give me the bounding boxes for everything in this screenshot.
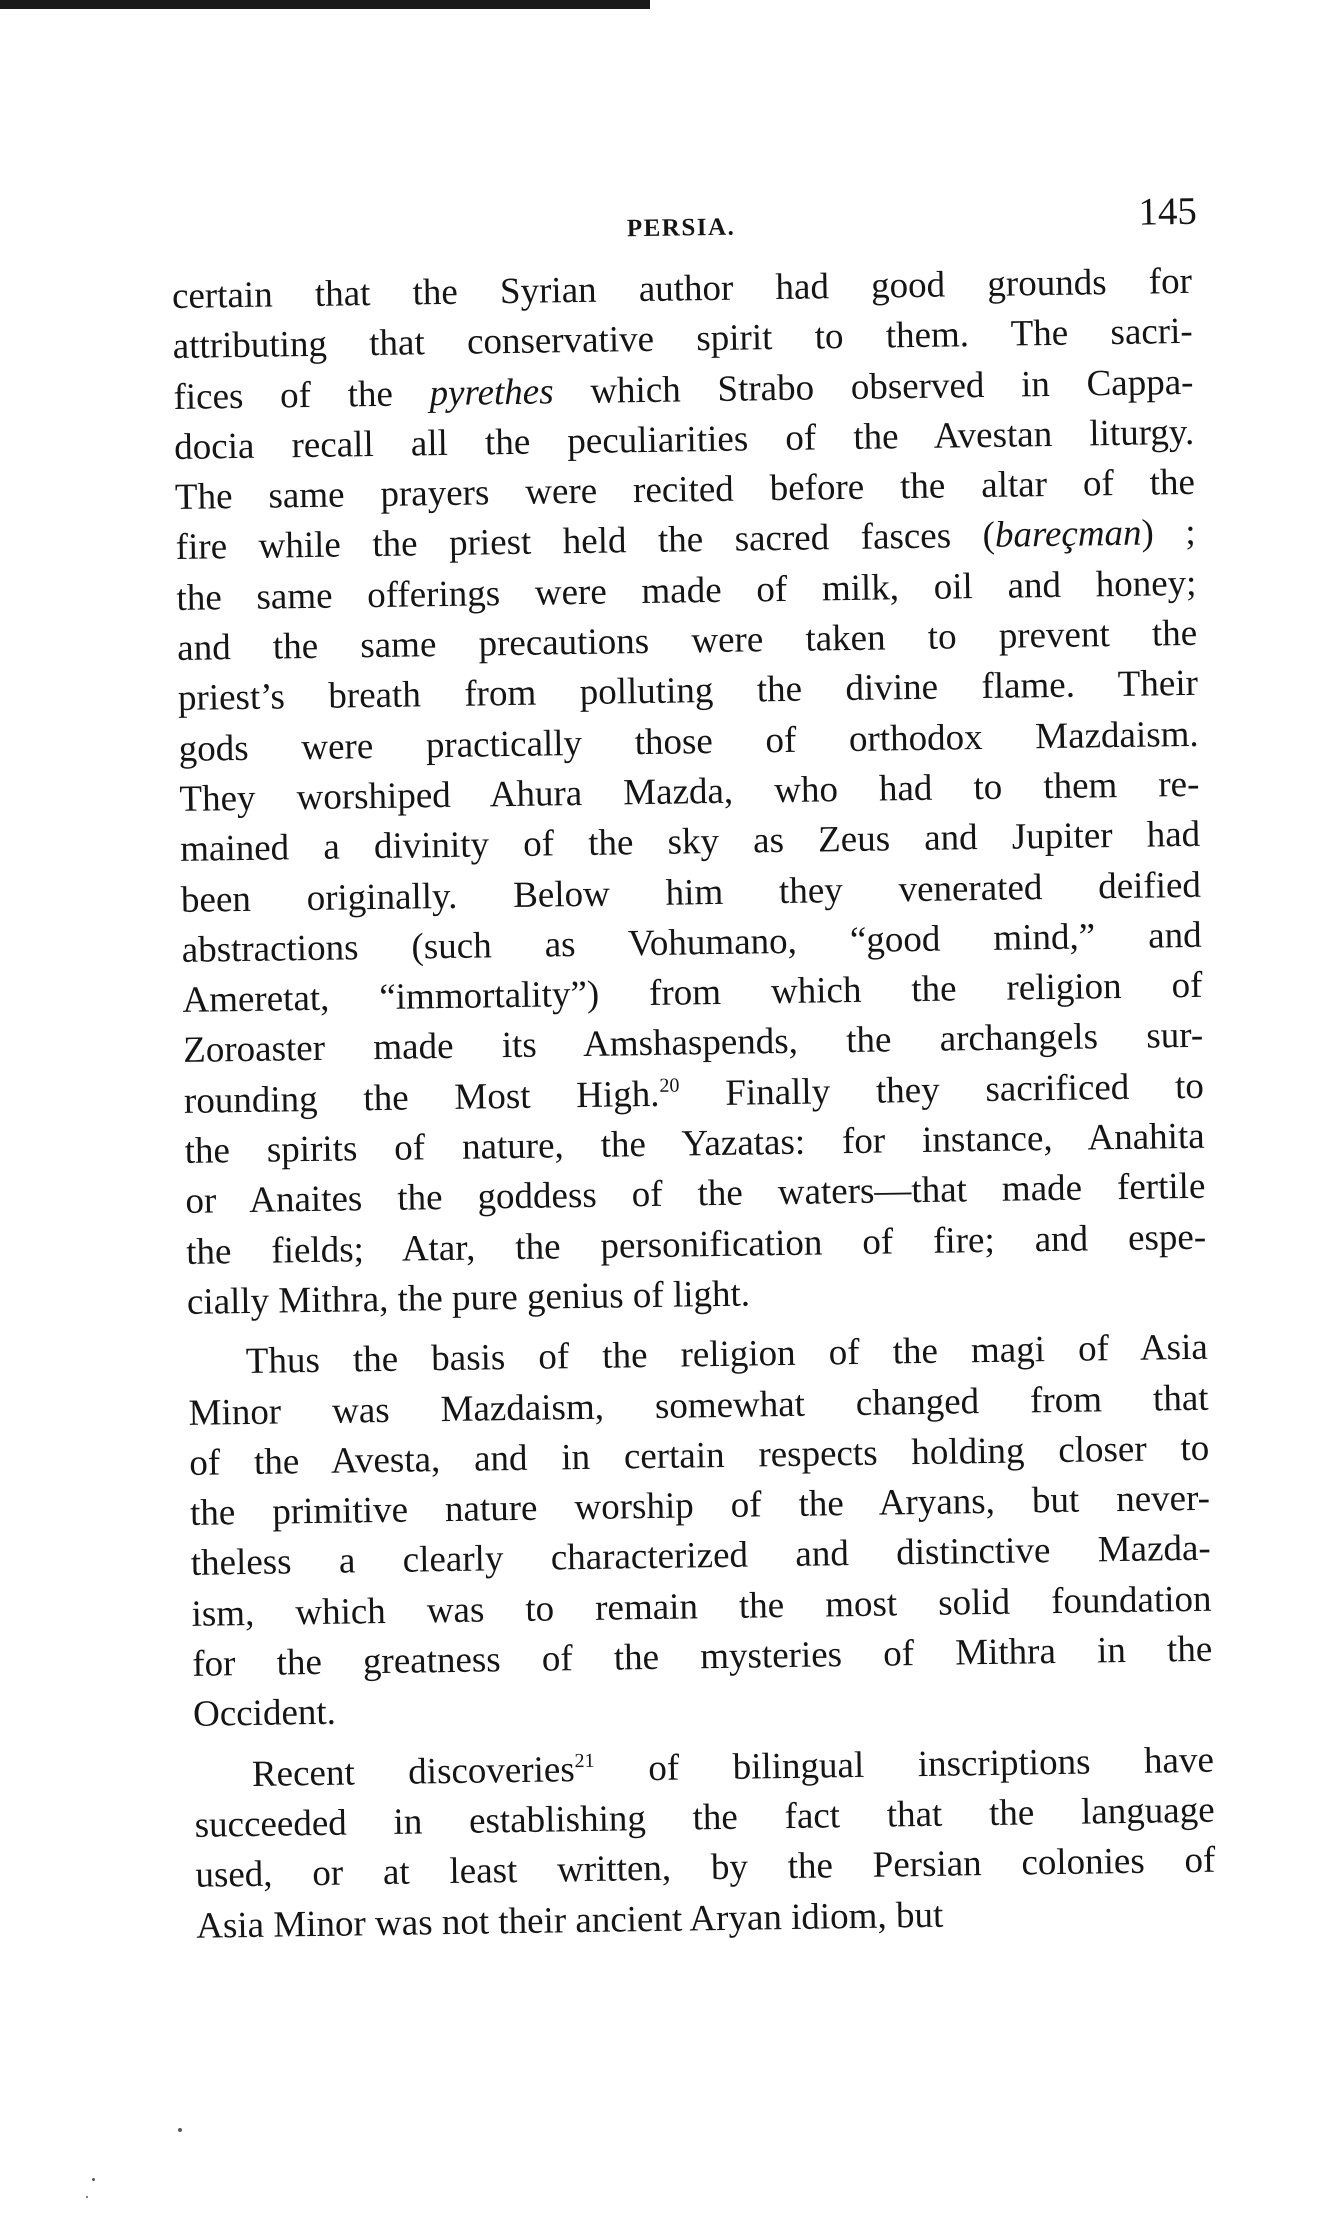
text-line: the spirits of nature, the Yazatas: for instance, Anahita — [184, 1115, 1205, 1172]
text-line: priest’s breath from polluting the divine flame. Their — [177, 663, 1199, 720]
text-line: Minor was Mazdaism, somewhat changed from that — [188, 1377, 1209, 1434]
text-line: and the same precautions were taken to prevent the — [176, 612, 1198, 670]
text-line: They worshiped Ahura Mazda, who had to them re- — [179, 763, 1200, 820]
book-page — [170, 145, 1216, 1952]
paragraph — [187, 1323, 1213, 1740]
text-line: succeeded in establishing the fact that the language — [194, 1789, 1215, 1846]
italic-term: bareçman — [994, 513, 1142, 557]
top-edge-rule — [0, 0, 650, 9]
paragraph — [172, 257, 1208, 1328]
text-line: certain that the Syrian author had good grounds for — [171, 260, 1193, 317]
text-line: rounding the Most High.$^{20}$ Finally they sacrificed to — [183, 1065, 1205, 1122]
text-line: Recent discoveries$^{21}$ of bilingual inscriptions have — [251, 1739, 1215, 1795]
italic-term: pyrethes — [429, 370, 554, 414]
text-line: been originally. Below him they venerated deified — [180, 864, 1202, 921]
scan-speck — [92, 2178, 95, 2181]
text-line: cially Mithra, the pure genius of light. — [186, 1273, 751, 1323]
text-line: the fields; Atar, the personification of fire; and espe- — [185, 1216, 1207, 1273]
text-line: The same prayers were recited before the altar of the — [174, 462, 1196, 519]
text-line: theless a clearly characterized and distinctive Mazda- — [190, 1528, 1212, 1585]
page-header — [170, 145, 1198, 260]
text-line: fices of the pyrethes which Strabo observed in Cappa- — [173, 361, 1194, 418]
running-title: PERSIA. — [626, 213, 736, 243]
footnote-reference: 20 — [659, 1074, 680, 1097]
text-line: fire while the priest held the sacred fasces (bareçman) ; — [175, 512, 1196, 569]
text-line: Ameretat, “immortality”) from which the religion of — [182, 964, 1203, 1022]
text-line: Zoroaster made its Amshaspends, the archangels sur- — [182, 1015, 1204, 1072]
text-line: of the Avesta, and in certain respects holding closer to — [189, 1427, 1210, 1484]
text-line: abstractions (such as Vohumano, “good mind,” and — [181, 914, 1202, 971]
text-line: mained a divinity of the sky as Zeus and Jupiter had — [179, 814, 1201, 871]
text-line: attributing that conservative spirit to them. The sacri- — [172, 311, 1193, 368]
page-number: 145 — [1138, 189, 1198, 234]
text-line: Asia Minor was not their ancient Aryan idiom, but — [195, 1894, 944, 1947]
text-line: Occident. — [192, 1692, 337, 1736]
text-line: gods were practically those of orthodox Mazdaism. — [178, 713, 1199, 770]
body-text — [172, 257, 1217, 1952]
text-line: the primitive nature worship of the Aryans, but never- — [189, 1477, 1211, 1534]
scan-speck — [178, 2128, 182, 2132]
text-line: Thus the basis of the religion of the magi of Asia — [245, 1326, 1209, 1383]
paragraph — [194, 1735, 1217, 1951]
text-line: ism, which was to remain the most solid foundation — [191, 1578, 1212, 1635]
text-line: the same offerings were made of milk, oil and honey; — [176, 562, 1197, 619]
text-line: for the greatness of the mysteries of Mithra in the — [192, 1628, 1213, 1685]
text-line: docia recall all the peculiarities of the Avestan liturgy. — [173, 411, 1195, 468]
text-line: or Anaites the goddess of the waters—that made fertile — [185, 1166, 1206, 1223]
text-line: used, or at least written, by the Persian colonies of — [195, 1839, 1216, 1897]
footnote-reference: 21 — [574, 1749, 595, 1772]
scan-speck — [86, 2196, 88, 2198]
